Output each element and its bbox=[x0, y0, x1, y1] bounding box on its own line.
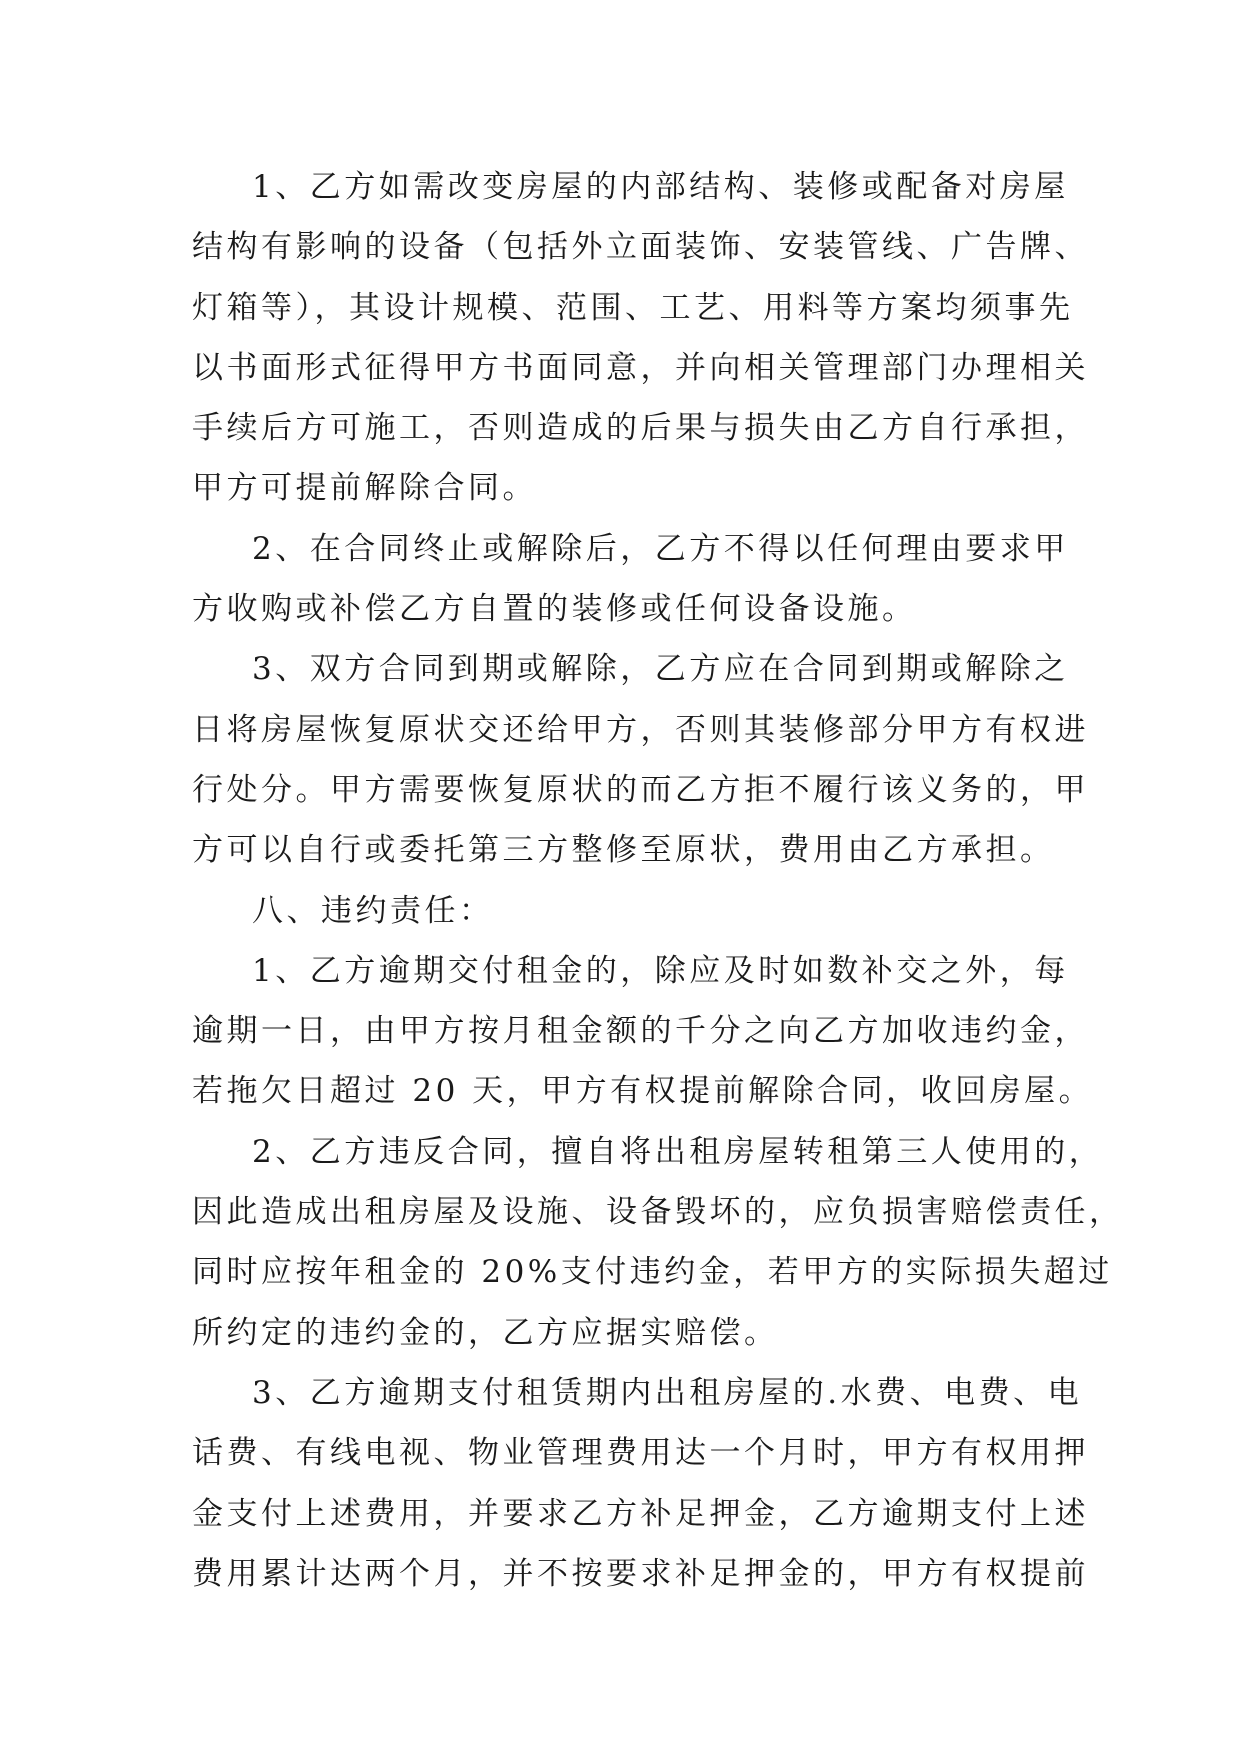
paragraph-clause-8-1 bbox=[192, 941, 1094, 1122]
section-heading-liability bbox=[192, 881, 1052, 941]
paragraph-clause-7-1 bbox=[192, 157, 1089, 519]
paragraph-clause-8-3 bbox=[192, 1363, 1089, 1604]
paragraph-clause-7-3 bbox=[192, 639, 1089, 880]
text-line: 若拖欠日超过 20 天，甲方有权提前解除合同，收回房屋。 bbox=[192, 1073, 1094, 1110]
text-line: 费用累计达两个月，并不按要求补足押金的，甲方有权提前 bbox=[192, 1555, 1089, 1592]
text-line: 方可以自行或委托第三方整修至原状，费用由乙方承担。 bbox=[192, 832, 1055, 869]
text-line: 日将房屋恢复原状交还给甲方，否则其装修部分甲方有权进 bbox=[192, 711, 1089, 748]
text-line: 手续后方可施工，否则造成的后果与损失由乙方自行承担， bbox=[192, 410, 1089, 447]
text-line: 1、乙方如需改变房屋的内部结构、装修或配备对房屋 bbox=[252, 169, 1069, 205]
paragraph-clause-7-2 bbox=[192, 519, 1069, 640]
text-line: 行处分。甲方需要恢复原状的而乙方拒不履行该义务的，甲 bbox=[192, 771, 1089, 808]
text-line: 以书面形式征得甲方书面同意，并向相关管理部门办理相关 bbox=[192, 349, 1089, 386]
text-line: 2、在合同终止或解除后，乙方不得以任何理由要求甲 bbox=[252, 530, 1069, 567]
text-line: 灯箱等），其设计规模、范围、工艺、用料等方案均须事先 bbox=[192, 289, 1074, 326]
text-line: 所约定的违约金的，乙方应据实赔偿。 bbox=[192, 1314, 779, 1351]
paragraph-clause-8-2 bbox=[192, 1122, 1124, 1363]
text-line: 逾期一日，由甲方按月租金额的千分之向乙方加收违约金， bbox=[192, 1013, 1089, 1050]
text-line: 话费、有线电视、物业管理费用达一个月时，甲方有权用押 bbox=[192, 1435, 1089, 1472]
text-line: 结构有影响的设备（包括外立面装饰、安装管线、广告牌、 bbox=[192, 229, 1089, 266]
text-line: 3、乙方逾期支付租赁期内出租房屋的.水费、电费、电 bbox=[252, 1374, 1083, 1411]
text-line: 甲方可提前解除合同。 bbox=[192, 470, 537, 507]
document-body bbox=[192, 157, 1124, 1604]
section-heading: 八、违约责任： bbox=[252, 892, 494, 929]
text-line: 1、乙方逾期交付租金的，除应及时如数补交之外，每 bbox=[252, 952, 1069, 989]
text-line: 同时应按年租金的 20%支付违约金，若甲方的实际损失超过 bbox=[192, 1254, 1113, 1291]
text-line: 3、双方合同到期或解除，乙方应在合同到期或解除之 bbox=[252, 651, 1069, 688]
text-line: 因此造成出租房屋及设施、设备毁坏的，应负损害赔偿责任， bbox=[192, 1194, 1124, 1231]
text-line: 方收购或补偿乙方自置的装修或任何设备设施。 bbox=[192, 591, 917, 628]
text-line: 金支付上述费用，并要求乙方补足押金，乙方逾期支付上述 bbox=[192, 1495, 1089, 1532]
text-line: 2、乙方违反合同，擅自将出租房屋转租第三人使用的， bbox=[252, 1133, 1104, 1170]
